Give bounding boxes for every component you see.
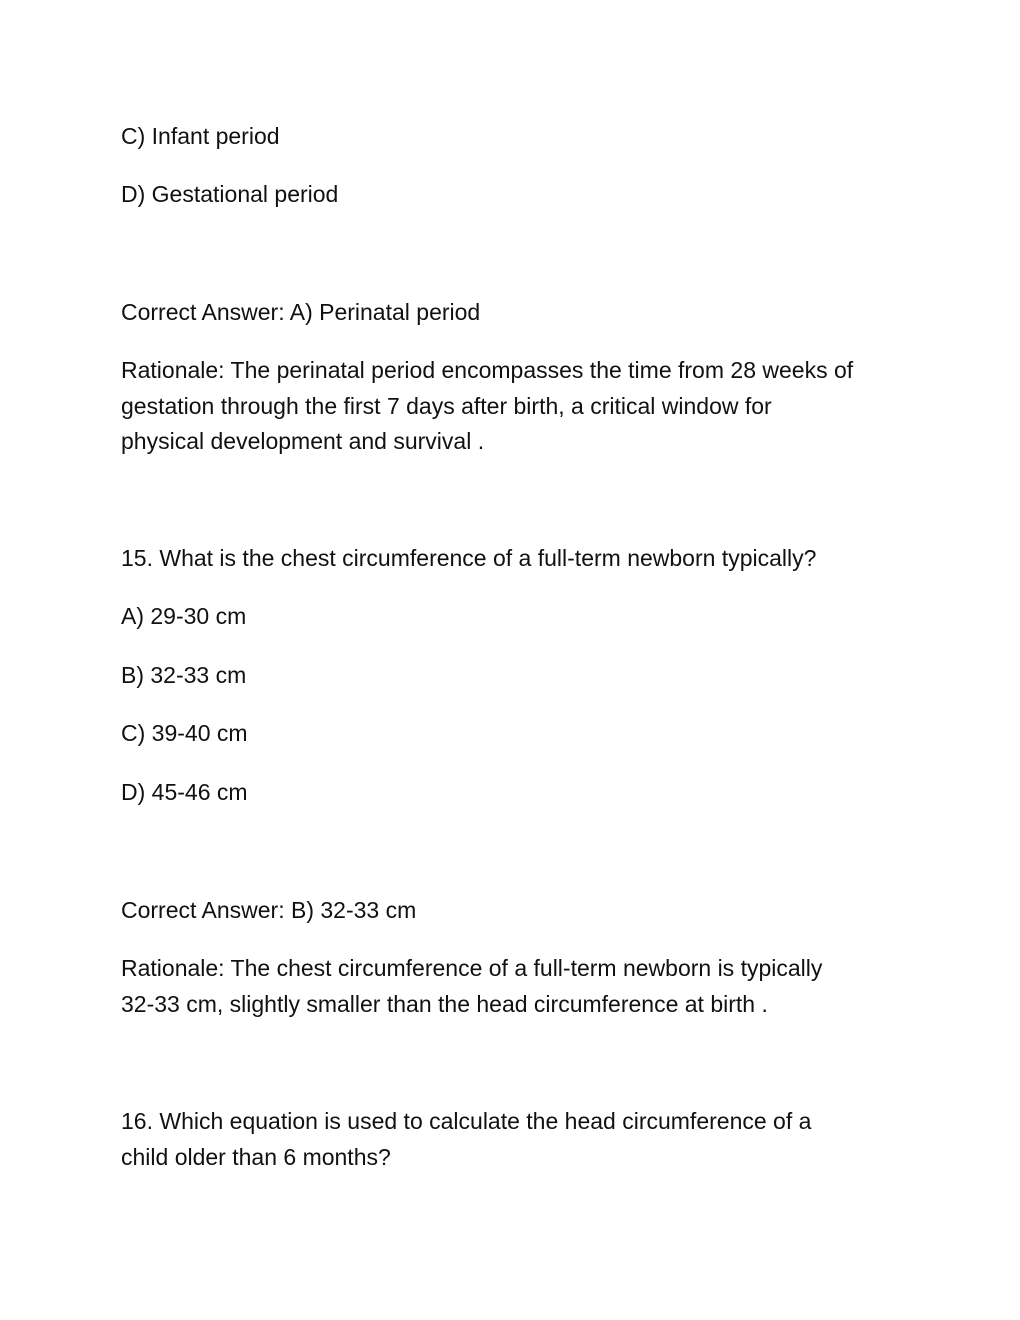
q14-rationale (121, 353, 921, 460)
q14-rationale-line-1: Rationale: The perinatal period encompasses the time from 28 weeks of (121, 357, 854, 383)
q15-option-a: A) 29-30 cm (121, 603, 247, 629)
q16-question-line-1: 16. Which equation is used to calculate the head circumference of a (121, 1108, 812, 1134)
q15-option-c: C) 39-40 cm (121, 720, 248, 746)
q15-rationale-line-2: 32-33 cm, slightly smaller than the head circumference at birth . (121, 990, 768, 1017)
q15-correct-answer: Correct Answer: B) 32-33 cm (121, 897, 417, 923)
q14-rationale-line-2: gestation through the first 7 days after birth, a critical window for (121, 392, 772, 419)
q15-rationale (121, 951, 921, 1022)
q14-option-c: C) Infant period (121, 123, 280, 149)
q14-correct-answer: Correct Answer: A) Perinatal period (121, 299, 481, 325)
q15-option-d: D) 45-46 cm (121, 779, 248, 805)
q16-question-line-2: child older than 6 months? (121, 1143, 391, 1170)
q15-rationale-line-1: Rationale: The chest circumference of a full-term newborn is typically (121, 955, 823, 981)
q14-rationale-line-3: physical development and survival . (121, 428, 485, 454)
q14-option-d: D) Gestational period (121, 181, 339, 207)
q16-question (121, 1104, 921, 1175)
q15-option-b: B) 32-33 cm (121, 662, 247, 688)
q15-question: 15. What is the chest circumference of a full-term newborn typically? (121, 545, 817, 571)
